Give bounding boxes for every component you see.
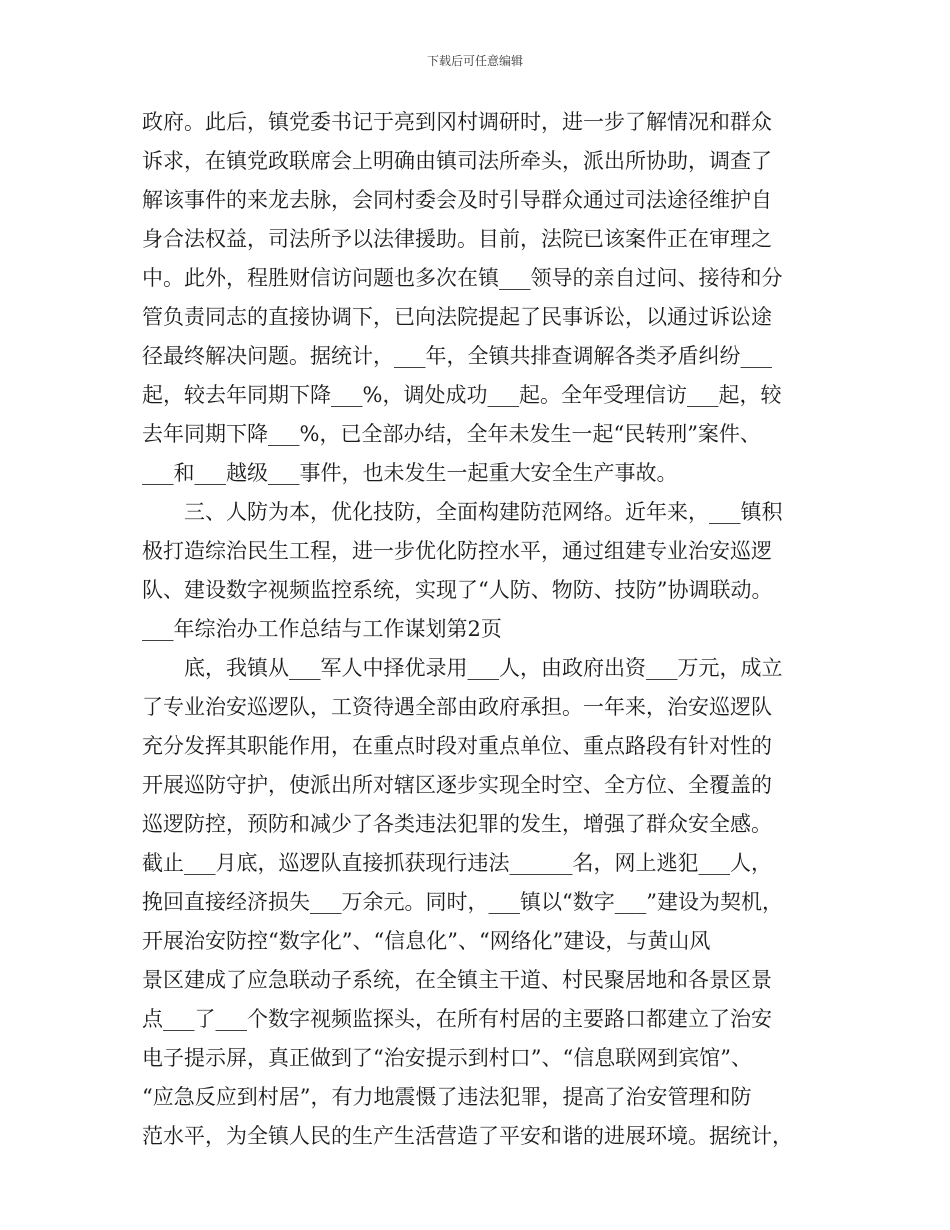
text-line: 队、建设数字视频监控系统，实现了“人防、物防、技防”协调联动。 <box>142 578 773 602</box>
text-line: 解该事件的来龙去脉，会同村委会及时引导群众通过司法途径维护自 <box>142 188 772 212</box>
text-line: 了专业治安巡逻队，工资待遇全部由政府承担。一年来，治安巡逻队 <box>142 695 772 719</box>
text-line: 电子提示屏，真正做到了“治安提示到村口”、“信息联网到宾馆”、 <box>142 1046 752 1070</box>
text-line: “应急反应到村居”，有力地震慑了违法犯罪，提高了治安管理和防 <box>142 1085 752 1109</box>
text-line: ___年综治办工作总结与工作谋划第2页 <box>142 617 502 641</box>
text-line: 挽回直接经济损失___万余元。同时，___镇以“数字___”建设为契机， <box>142 890 783 914</box>
document-body <box>142 103 822 1156</box>
text-line: 充分发挥其职能作用，在重点时段对重点单位、重点路段有针对性的 <box>142 734 772 758</box>
page-header: 下载后可任意编辑 <box>426 54 523 68</box>
text-line: 身合法权益，司法所予以法律援助。目前，法院已该案件正在审理之 <box>142 227 772 251</box>
text-line: 诉求，在镇党政联席会上明确由镇司法所牵头，派出所协助，调查了 <box>142 149 772 173</box>
text-line: 范水平，为全镇人民的生产生活营造了平安和谐的进展环境。据统计， <box>142 1124 793 1148</box>
text-line: 政府。此后，镇党委书记于亮到冈村调研时，进一步了解情况和群众 <box>142 110 772 134</box>
text-line: 起，较去年同期下降___%，调处成功___起。全年受理信访___起，较 <box>142 383 782 407</box>
text-line: 巡逻防控，预防和减少了各类违法犯罪的发生，增强了群众安全感。 <box>142 812 772 836</box>
text-line: 去年同期下降___%，已全部办结，全年未发生一起“民转刑”案件、 <box>142 422 761 446</box>
text-line: ___和___越级___事件，也未发生一起重大安全生产事故。 <box>142 461 678 485</box>
text-line: 开展治安防控“数字化”、“信息化”、“网络化”建设，与黄山风 <box>142 929 711 953</box>
text-line: 径最终解决问题。据统计，___年，全镇共排查调解各类矛盾纠纷___ <box>142 344 772 368</box>
text-line: 极打造综治民生工程，进一步优化防控水平，通过组建专业治安巡逻 <box>142 539 772 563</box>
text-line: 管负责同志的直接协调下，已向法院提起了民事诉讼，以通过诉讼途 <box>142 305 772 329</box>
text-line: 景区建成了应急联动子系统，在全镇主干道、村民聚居地和各景区景 <box>142 968 772 992</box>
text-line: 中。此外，程胜财信访问题也多次在镇___领导的亲自过问、接待和分 <box>142 266 783 290</box>
text-line: 开展巡防守护，使派出所对辖区逐步实现全时空、全方位、全覆盖的 <box>142 773 772 797</box>
text-line: 底，我镇从___军人中择优录用___人，由政府出资___万元，成立 <box>142 656 783 680</box>
text-line: 三、人防为本，优化技防，全面构建防范网络。近年来，___镇积 <box>142 500 783 524</box>
text-line: 点___了___个数字视频监探头，在所有村居的主要路口都建立了治安 <box>142 1007 772 1031</box>
text-line: 截止___月底，巡逻队直接抓获现行违法______名，网上逃犯___人， <box>142 851 772 875</box>
